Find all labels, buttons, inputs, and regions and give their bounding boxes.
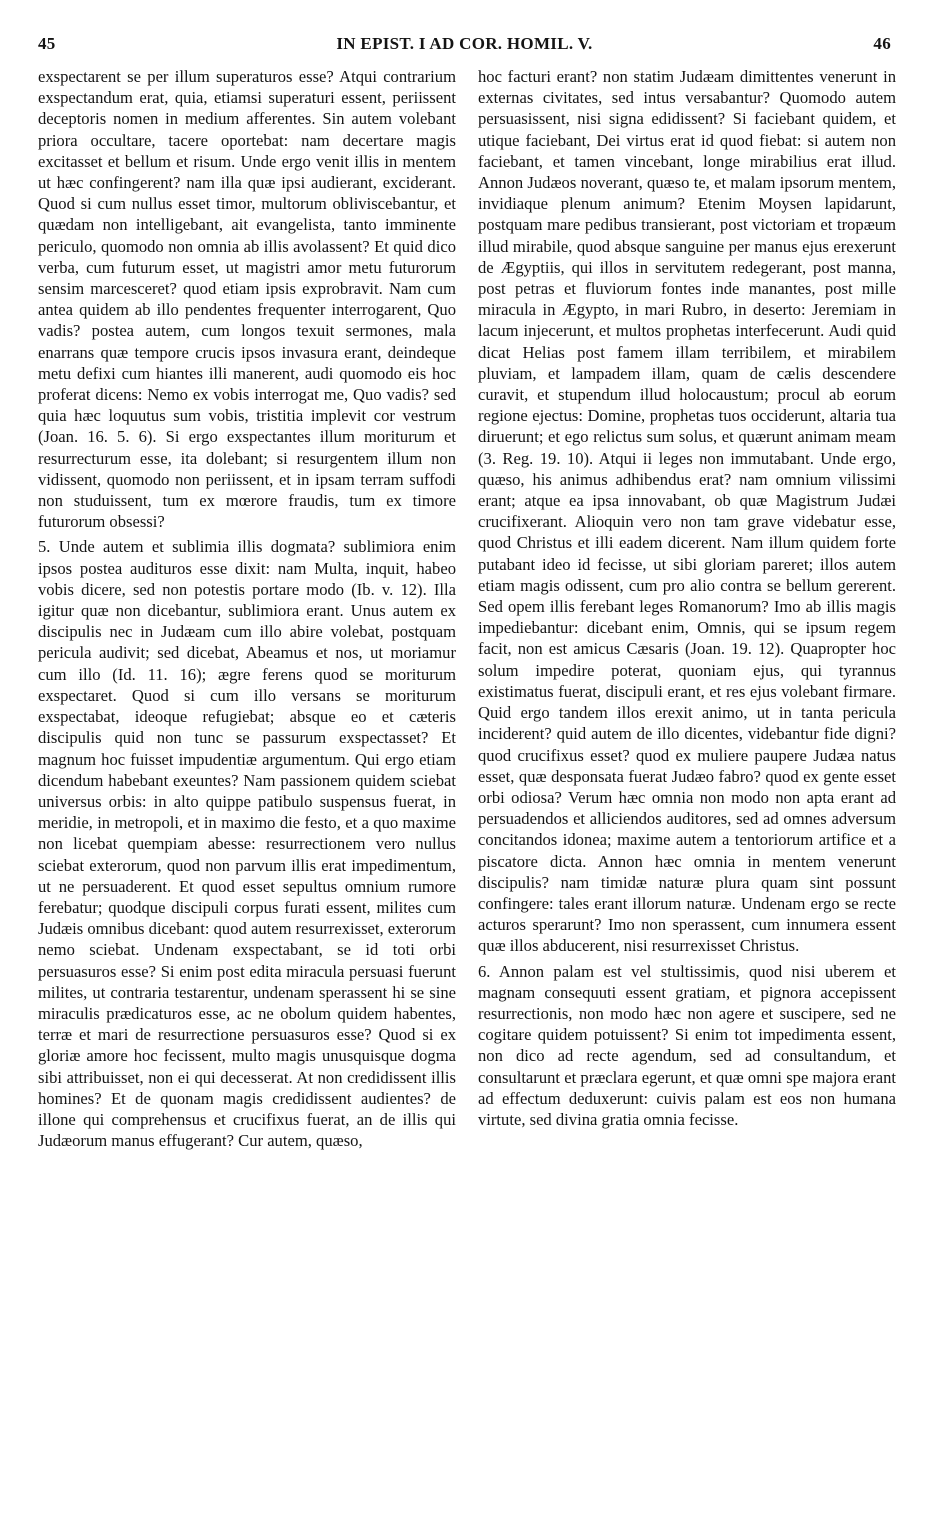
right-paragraph-1: hoc facturi erant? non statim Judæam dimittentes venerunt in externas civitates, sed intus versabantur? Quomodo autem persuasissent, nisi signa edidissent? Si faciebant quidem, et utique faciebant, Dei virtus erat id quod fiebat: si autem non faciebant, et tamen vincebant, longe mirabilius erat illud. Annon Judæos noverant, quæso te, et malam ipsorum mentem, invidiaque plenum animum? Etenim Moysen lapidarunt, postquam mare pedibus transierant, post victoriam et tropæum illud mirabile, quod absque sanguine per manus ejus erexerunt de Ægyptiis, qui illos in servitutem redegerant, post manna, post petras et fluviorum fontes inde manantes, post mille miracula in Ægypto, in mari Rubro, in deserto: Jeremiam in lacum injecerunt, et multos prophetas interfecerunt. Audi quid dicat Helias post famem illam terribilem, et mirabilem pluviam, et lampadem illam, quam de cælis descendere curavit, et stupendum illud holocaustum; procul ab eorum regione ejectus: Domine, prophetas tuos occiderunt, altaria tua diruerunt; et ego relictus sum solus, et quærunt animam meam (3. Reg. 19. 10). Atqui ii leges non immutabant. Unde ergo, quæso, his animus adhibendus erat? nam omnium vilissimi erant; atque ea ipsa innovabant, ob quæ Magistrum Judæi crucifixerant. Alioquin vero non tam grave videbatur esse, quod Christus et illi eadem dicerent. Nam illum quidem forte putabant ideo id fecisse, ut sibi gloriam pareret; illos autem etiam magis odissent, cum pro alio contra se bellum gererent. Sed opem illis ferebant leges Romanorum? Imo ab illis magis impediebantur: dicebant enim, Omnis, qui se ipsum regem facit, non est amicus Cæsaris (Joan. 19. 12). Quapropter hoc solum impedire poterat, quoniam ejus, qui tyrannus existimatus fuerat, discipuli erant, et res ejus volebant firmare. Quid ergo tandem illos erexit animo, ut in tanta pericula inciderent? quid autem de illo dicentes, videbantur fide digni? quod crucifixus esset? quod ex muliere paupere Judæa natus esset, quæ desponsata fuerat Judæo fabro? quod ex gente esset orbi odiosa? Verum hæc omnia non modo non apta erant ad persuadendos et alliciendos auditores, sed ad omnes adversum concitandos idonea; maxime autem a tentoriorum artifice et a piscatore dicta. Annon hæc omnia in mentem venerunt discipulis? nam timidæ naturæ plura quam sint possunt confingere: tales erant illorum naturæ. Undenam ergo se recte acturos sperarunt? Imo non sperassent, cum innumera essent quæ illos abducerent, nisi resurrexisset Christus. [478,67,896,956]
right-paragraph-2: 6. Annon palam est vel stultissimis, quod nisi uberem et magnam consequuti essent gratiam, et pignora accepissent resurrectionis, non modo hæc non agere et suscipere, sed ne cogitare quidem potuissent? Si enim tot impedimenta essent, non dico ad recte agendum, sed ad consultandum, et consultarunt et præclara egerunt, et quæ omni spe majora erant ad effectum deduxerunt: cuivis palam est eos non humana virtute, sed divina gratia omnia fecisse. [478,961,896,1129]
left-column [38,66,456,1151]
left-paragraph-2: 5. Unde autem et sublimia illis dogmata? sublimiora enim ipsos postea audituros esse dixit: nam Multa, inquit, habeo vobis dicere, sed non potestis portare modo (Ib. v. 12). Illa igitur quæ non dicebantur, sublimiora erant. Unus autem ex discipulis nec in Judæam cum illo abire volebat, postquam pericula audivit; sed dicebat, Abeamus et nos, ut moriamur cum illo (Id. 11. 16); ægre ferens quod se moriturum exspectaret. Quod si cum illo versans se moriturum exspectabat, ideoque refugiebat; absque eo et cæteris discipulis quid non tunc se passurum exspectasset? Et magnum hoc fuisset impudentiæ argumentum. Qui ergo etiam dicendum habebant exeuntes? Nam passionem quidem sciebat universus orbis: in alto quippe patibulo suspensus fuerat, in meridie, in metropoli, et in maximo die festo, et a quo maxime non licebat quempiam abesse: resurrectionem vero nullus sciebat exterorum, quod non parvum illis erat impedimentum, ut ne persuaderent. Et quod esset sepultus omnium rumore ferebatur; quodque discipuli corpus furati essent, milites cum Judæis omnibus dicebant: quod autem resurrexisset, exterorum nemo sciebat. Undenam exspectabant, se id toti orbi persuasuros esse? Si enim post edita miracula persuasi fuerunt milites, ut contraria testarentur, undenam sperassent hi se sine miraculis prædicaturos esse, ac ne obolum quidem habentes, terræ et mari de resurrectione persuasuros esse? Quod si ex gloriæ amore hoc fecissent, multo magis unusquisque dogma sibi attribuisset, non ei qui decesserat. At non credidissent illis homines? Et de quonam magis credidissent audientes? de illone qui comprehensus et crucifixus fuerat, an de illis qui Judæorum manus effugerant? Cur autem, quæso, [38,537,456,1151]
right-column [478,66,896,1130]
running-head [38,30,891,60]
left-paragraph-1: exspectarent se per illum superaturos esse? Atqui contrarium exspectandum erat, quia, etiamsi superaturi essent, periissent deceptoris nomen in medium afferentes. Sin autem volebant priora occultare, tacere oportebat: nam decertare magis excitasset et bellum et risum. Unde ergo venit illis in mentem ut hæc confingerent? nam illa quæ ipsi audierant, exciderant. Quod si cum nullus esset timor, multorum obliviscebantur, et quædam non intelligebant, ait evangelista, tanto imminente periculo, quomodo non omnia ab illis avolassent? Et quid dico verba, cum futurum esset, ut magistri amor metu futurorum sensim marcesceret? quod etiam ipsis exprobravit. Nam cum antea quidem ab illo pendentes frequenter interrogarent, Quo vadis? postea autem, cum longos texuit sermones, mala enarrans quæ tempore crucis ipsos invasura erant, deindeque metu defixi cum hiantes illi manerent, audi quomodo eis hoc proferat dicens: Nemo ex vobis interrogat me, Quo vadis? sed quia hæc loquutus sum vobis, tristitia implevit cor vestrum (Joan. 16. 5. 6). Si ergo exspectantes illum moriturum et resurrecturum esse, ita dolebant; si resurgentem illum non vidissent, quomodo non periissent, et in ipsam terram suffodi non studuissent, tum ex mœrore fraudis, tum ex timore futurorum obsessi? [38,67,456,532]
running-title: IN EPIST. I AD COR. HOMIL. V. [336,34,593,53]
page-number-left: 45 [38,34,56,53]
page-number-right: 46 [873,34,891,53]
